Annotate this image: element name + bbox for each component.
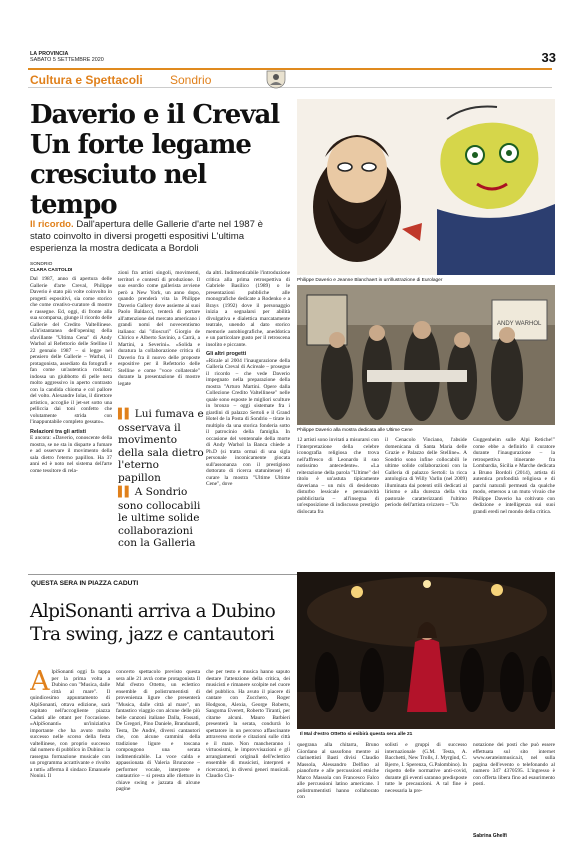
headline-line: AlpiSonanti arriva a Dubino (30, 601, 276, 622)
article-column-5 (385, 437, 467, 565)
paragraph: Guggenheim sulle Alpi Retiche!" come ebbe a definirlo il curatore durante l'inaugurazione – la retrospettiva itinerante fra Lombardia, Sicilia e Marche dedicata a Bruno Bordoli (2014), artista di autentica profondità religiosa e di parchi naturali permeati da qualche modo, emersos a un muto vivaio che Philippe Daverio ha coltivato con dedizione e intelligenza sui suoi grandi eredi nel mondo della critica. (473, 437, 555, 515)
pull-quote (118, 486, 204, 550)
article-column-6 (473, 742, 555, 832)
section-title: Cultura e Spettacoli (30, 73, 143, 87)
paragraph: E ancora: «Daverio, conoscente della mostra, se ne sta in disparte a fumare e ad osservare il movimento della sala dietro l'eterno papillon. Ha 37 anni ed è noto nel sistema dell'arte come tessitore di rela- (30, 435, 112, 474)
section-subtitle: Sondrio (170, 73, 212, 87)
masthead (30, 51, 104, 64)
lead-kicker: Il ricordo. (30, 219, 74, 230)
paragraph: solisti e gruppi di successo internazionale (G.M. Testa, A. Bacchetti, New Trolls, J. Myrgind, C. Bjerre, I. Sperenza, G.Palombino). In rispetto delle normative anti-covid, durante gli eventi saranno predisposte tutte le precauzioni. A tal fine è necessaria la pre- (385, 742, 467, 794)
headline-line: Daverio e il Creval (30, 100, 280, 130)
drop-cap: A (30, 669, 50, 697)
quote-text: Lui fumava e osservava il movimento della sala dietro l'eterno papillon (118, 408, 204, 484)
paragraph: quegrana alla chitarra, Bruno Giordano al sassofono mentre ai clarinettisti Basti divisi Claudio Massola, Alessandro Delfino al pianoforte e alle percussioni etniche Marco Massola con Francesco Falco alle percussioni latino americane. I polistrumentisti hanno collaborato con (297, 742, 379, 800)
headline-line: Un forte legame (30, 130, 251, 160)
concert-scene (297, 572, 555, 729)
article-column-2 (116, 669, 200, 839)
article-column-4 (297, 437, 379, 565)
quote-mark-icon: ▌▌ (118, 409, 132, 420)
paragraph: notazione dei posti che può essere effettuata sul sito internet www.serateinmusica.it, nel sulla pagina dell'evento o telefonando al numero 347 4370595. L'ingresso è con offerta libera fino ad esaurimento posti. (473, 742, 555, 787)
article-column-6 (473, 437, 555, 565)
subheading: Gli altri progetti (206, 351, 247, 357)
article-column-2 (118, 270, 200, 403)
concert-photo (297, 572, 555, 729)
issue-date: SABATO 5 SETTEMBRE 2020 (30, 57, 104, 64)
gallery-scene (297, 285, 555, 425)
photo-caption: Philippe Daverio alla mostra dedicata alle Ultime Cene (297, 428, 413, 433)
article-lead (30, 219, 285, 255)
paragraph: «Ricale al 2004 l'inaugurazione della Galleria Creval di Acireale – prosegue il ricordo – che vede Daverio impegnato nella preparazione della mostra "Arturo Martini. Opere dalla Collezione Credito Valtellinese" nelle quale sono esposte le migliori sculture in bronzo – oggi sistemate fra i giardini di palazzo Sertoli e il Grand Hotel de la Posta di Sondrio – tirate in multiplo da una storica fonderia sotto il patrocinio della famiglia. In occasione del ventennale della morte di Andy Warhol la Banca chiede a Ph.D (si tratta ormai di una sigla personale inconicamente giocata sull'assonanza con il prestigioso dottorato di ricerca statunitense) di curare la mostra "Ultime Ultime Cene", dove (206, 357, 290, 487)
byline (30, 262, 72, 274)
exhibition-photo (297, 285, 555, 425)
headline-line: cresciuto nel tempo (30, 160, 207, 220)
article-column-4 (297, 742, 379, 839)
article-column-5 (385, 742, 467, 839)
article-headline (30, 600, 330, 646)
paragraph: che per testo e musica hanno saputo destare l'attenzione della critica, dei musicisti e rimanere scolpite nel cuore del pubblico. Ha avuto il piacere di cantare con Zucchero, Roger Hodgson, Alexia, George Roberts, Sangoma Everett, Roberto Tiranti, per citarne alcuni. Mauro Barbieri presenterà la serata, condurrà lo spettatore in un percorso affascinante attraverso storie e citazioni sulle città e il mare. Non mancheranno i virtuosismi, le improvvisazioni e gli arrangiamenti originali dell'eclettico ensemble di musicisti, interpreti e ricercatori, in diversi generi musicali. Claudio Cin- (206, 669, 290, 779)
article-column-3 (206, 669, 290, 839)
paragraph: 12 artisti sono invitati a misurarsi con l'interpretazione della celebre iconografia religiosa che trova nell'affresco di Leonardo il suo notissimo antecedente». «La reiterazione della parola "Ultime" del titolo è un'astuta tipicamente daveriana – un mix di desiderato disturbo lessicale e persuasività pubblicitaria – all'insegna di un'esposizione di indiscusso prestigio dislocata fra (297, 437, 379, 515)
article-column-1 (30, 276, 112, 566)
city-crest-icon (264, 70, 288, 89)
quote-mark-icon: ▌▌ (118, 487, 132, 498)
poster-text: ANDY WARHOL (497, 321, 542, 327)
quote-text: A Sondrio sono collocabili le ultime solide collaborazioni con la Galleria (118, 486, 201, 549)
article-signature: Sabrina Ghelfi (473, 833, 507, 839)
paragraph: da altri. Indimenticabile l'introduzione critica alla prima retrospettiva di Gabriele Basilico (1989) o le presentazioni pubbliche alle monografiche dedicate a Rodenko e a Brays (1992) dove il personaggio inizia a segnalarsi per abilità divulgativa e dialettica marcatamente teatrale, unendo al dato storico memorie autobiografiche, aneddotica e un particolare gusto per il retroscena insolito e piccante. (206, 270, 290, 348)
lead-text: Dall'apertura delle Gallerie d'arte nel 1987 è stato coinvolto in diversi progetti espositivi L'ultima esperienza la mostra dedicata a Bordoli (30, 219, 263, 254)
caricature-illustration (297, 99, 555, 275)
section-header (28, 68, 552, 88)
article-column-1 (30, 669, 110, 839)
byline-place: SONDRIO (30, 262, 53, 267)
article-kicker: QUESTA SERA IN PIAZZA CADUTI (31, 580, 139, 587)
photo-caption: Il Mal d'estro Ottetto si esibirà questa sera alle 21 (300, 732, 413, 737)
paragraph: il Cenacolo Vinciano, l'abside domenicana di Santa Maria delle Grazie e Palazzo delle Stelline». A Sondrio sono infine collocabili le ultime solide collaborazioni con la Galleria di palazzo Sertoli: la ricca antologica di Willy Varlin (nel 2009) illuminata dai potenti stili dedicati al lirismo e alla durezza della vita pastorale caratterizzanti l'ultimo periodo dell'artista svizzero – "Un (385, 437, 467, 508)
article-column-3 (206, 270, 290, 566)
photo-caption: Philippe Daverio e Jeanne Blanchaert in un'illustrazione di Eurolager (297, 278, 443, 283)
illustration-photo (297, 99, 555, 275)
page-number: 33 (541, 50, 556, 65)
paragraph: zioni fra artisti singoli, movimenti, territori e contesti di produzione. Il suo esordio come gallerista avviene però a New York, un anno dopo, quando prenderà vita la Philippe Daverio Gallery dove assieme ai suoi Paolo Baldacci, tenterà di portare all'attenzione del mercato americano i grandi nomi del novecentismo italiano: dai "dioscuri" Giorgio de Chirico e Alberto Savinio, a Carrà, a Martini, a Severini». «Solida e duratura la collaborazione critica di Daverio fra il nuovo delle proposte espositive per il Refettorio delle Stelline e come "voce collaterale" durante la presentazione di mostre legate (118, 270, 200, 387)
headline-line: Tra swing, jazz e cantautori (30, 624, 275, 645)
subheading: Relazioni tra gli artisti (30, 428, 87, 435)
newspaper-name: LA PROVINCIA (30, 51, 69, 57)
article-headline (30, 100, 290, 220)
byline-author: CLARA CASTOLDI (30, 268, 73, 273)
paragraph: Dal 1987, anno di apertura delle Gallerie d'arte Creval, Philippe Daverio è stato più volte coinvolto in progetti espositivi, sia come storico che come creativo-curatore di mostre e rassegne. Ed, oggi, di fronte alla sua scomparsa, giunge il ricordo delle Gallerie del Credito Valtellinese. «Un'istantanea dell'opening della sfavillante "Ultima Cena" di Andy Warhol al Refettorio delle Stelline il 22 gennaio 1987 – si legge nel pensiero delle Gallerie – Warhol, il protagonista, assediato da fotografi e fan come un'autentica rockstar; indossa un giubbotto di pelle nera molto aggressivo in aperto contrasto con la candida chioma e col pallore del volto. Alexandre Iolas, il direttore artistico, accoglie il jet-set sotto una pelliccia dai toni confetto che volutamente strida con l'inappuntabile completo gessato». (30, 276, 112, 425)
paragraph: lpiSonanti oggi fa tappa per la prima volta a Dubino con "Musica, dalle città al mare". Il quindicesimo appuntamento di AlpiSonanti, ottava edizione, sarà ospitato nell'accogliente piazza Caduti alle ottant per l'occasione. «AlpiSonanti» un'iniziativa importante che ha avuto molto successo nelle scorso della festa valtellinese, con proprio successo dal numero di pubblico in Dubino: la rassegna formazione musicale con un programma accattivante e rivolto a tutti» afferma il sindaco Emanuele Nonini. Il (30, 669, 110, 779)
pull-quote (118, 408, 204, 484)
paragraph: concerto spettacolo previsto questa sera alle 21 avrà come protagonista Il Mal d'estro Ottetto, un eclettico ensemble di polistrumentisti di provenienza ligure che presenterà "Musica, dalle città al mare", un fantastico viaggio con alcune delle più belle canzoni italiane Dalla, Fossati, De Gregori, Pino Daniele, Branduardi, Testa, De André, diversi cantautori che, con alcune cammini della tradizione ligure e toscana compongono una serata indimenticabile. La voce calda e appassionata di Valeria Brunzone – performer vocale, interprete e cantautrice – si presta alle riletture in chiave swing e jazzata di alcune pagine (116, 669, 200, 792)
